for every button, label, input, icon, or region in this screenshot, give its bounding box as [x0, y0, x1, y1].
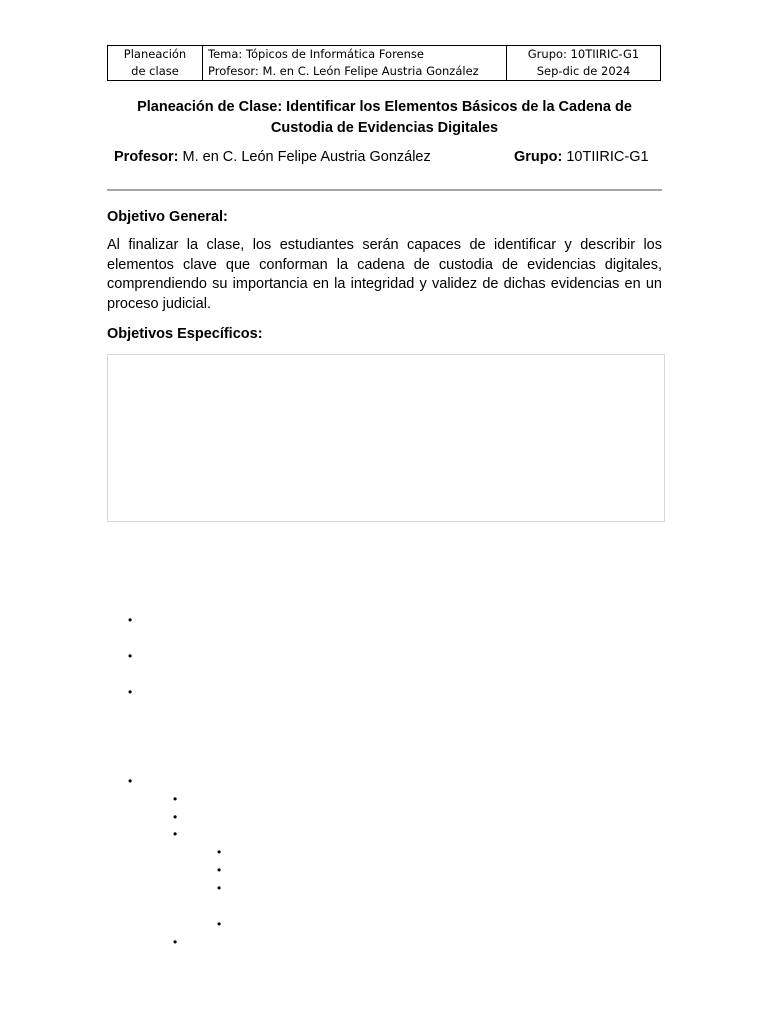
bullet: •	[173, 935, 178, 949]
header-cell2-line1: Tema: Tópicos de Informática Forense	[208, 47, 424, 61]
header-table	[107, 45, 661, 81]
grupo-label: Grupo:	[514, 149, 563, 165]
grupo-value: 10TIIRIC-G1	[562, 149, 649, 165]
header-cell-tema	[203, 46, 507, 81]
header-cell3-line2: Sep-dic de 2024	[536, 64, 631, 78]
grupo-field	[514, 148, 649, 166]
bullet: •	[173, 827, 178, 841]
objetivos-especificos-box	[107, 354, 665, 522]
bullet: •	[173, 810, 178, 824]
profesor-label: Profesor:	[114, 149, 179, 165]
bullet: •	[128, 649, 133, 663]
profesor-value: M. en C. León Felipe Austria González	[178, 149, 431, 165]
divider	[107, 189, 662, 191]
title-line2: Custodia de Evidencias Digitales	[270, 120, 499, 136]
bullet: •	[128, 685, 133, 699]
bullet: •	[217, 845, 222, 859]
objetivos-especificos-heading: Objetivos Específicos:	[107, 326, 263, 342]
header-cell1-line1: Planeación	[123, 47, 187, 61]
objetivo-general-text: Al finalizar la clase, los estudiantes serán capaces de identificar y describir los elementos clave que conforman la cadena de custodia de evidencias digitales, comprendiendo su importancia en la integridad y validez de dichas evidencias en un proceso judicial.	[107, 237, 662, 312]
header-cell3-line1: Grupo: 10TIIRIC-G1	[527, 47, 640, 61]
profesor-line	[114, 148, 659, 166]
page-title	[107, 97, 662, 139]
title-line1: Planeación de Clase: Identificar los Elementos Básicos de la Cadena de	[137, 99, 632, 115]
bullet: •	[217, 917, 222, 931]
header-cell-grupo	[507, 46, 661, 81]
bullet: •	[217, 881, 222, 895]
bullet: •	[173, 792, 178, 806]
objetivo-general-heading: Objetivo General:	[107, 209, 228, 225]
header-cell2-line2: Profesor: M. en C. León Felipe Austria González	[208, 64, 479, 78]
bullet: •	[217, 863, 222, 877]
header-cell1-line2: de clase	[131, 64, 179, 78]
bullet: •	[128, 613, 133, 627]
bullet: •	[128, 774, 133, 788]
header-cell-planeacion	[108, 46, 203, 81]
